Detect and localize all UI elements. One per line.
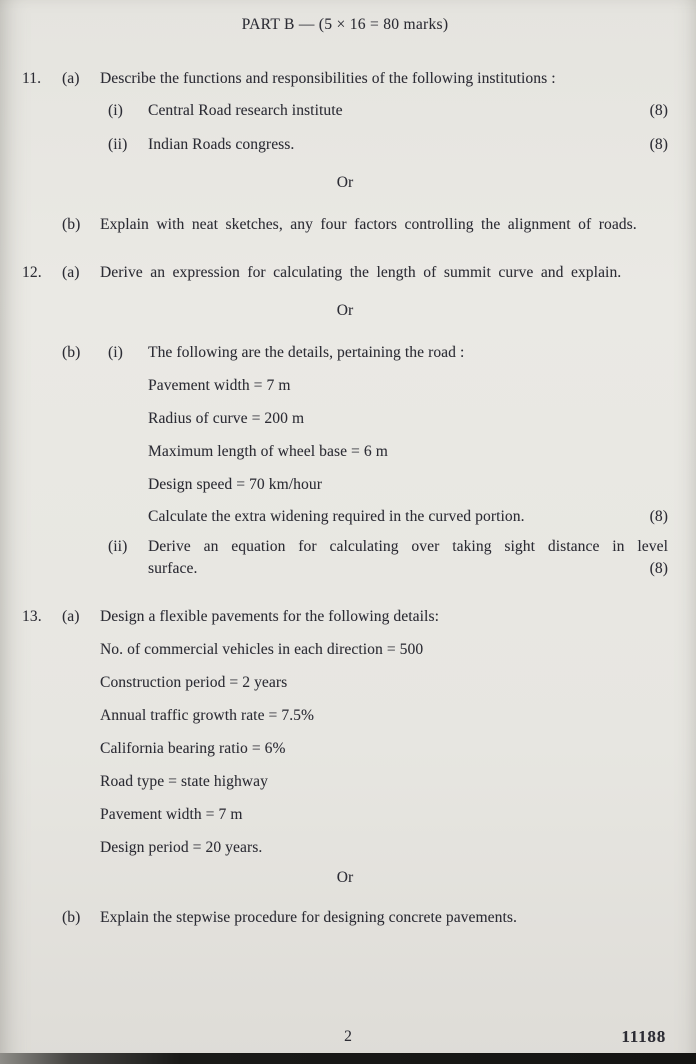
question-13b-row [62, 907, 668, 929]
detail-design-speed: Design speed = 70 km/hour [148, 476, 322, 493]
question-11a-ii-marks: (8) [649, 136, 668, 153]
detail-commercial-vehicles: No. of commercial vehicles in each direction = 500 [100, 641, 424, 658]
question-11b-label: (b) [62, 216, 81, 233]
question-11a-text: Describe the functions and responsibilities of the following institutions : [100, 70, 556, 87]
detail-construction-period: Construction period = 2 years [100, 674, 288, 691]
question-11a-ii-label: (ii) [108, 136, 128, 153]
part-b-heading: PART B — (5 × 16 = 80 marks) [241, 16, 449, 33]
question-12b-ii-marks: (8) [649, 560, 668, 577]
question-12b-ii-row [100, 536, 668, 580]
question-11a-i-label: (i) [108, 102, 123, 119]
detail-pavement-width-12: Pavement width = 7 m [148, 377, 291, 394]
page-number: 2 [344, 1028, 352, 1045]
question-11b-row [62, 214, 668, 236]
question-12b-label: (b) [62, 344, 81, 361]
or-divider-2: Or [336, 302, 354, 319]
scan-edge-shadow [0, 1053, 696, 1064]
question-11a-label: (a) [62, 70, 80, 87]
question-12b-ii-text: Derive an equation for calculating over taking sight distance in level surface. [148, 538, 668, 577]
detail-road-type: Road type = state highway [100, 773, 268, 790]
question-12a-row [22, 262, 668, 284]
question-13a-text: Design a flexible pavements for the following details: [100, 608, 439, 625]
detail-pavement-width-13: Pavement width = 7 m [100, 806, 243, 823]
detail-radius-of-curve: Radius of curve = 200 m [148, 410, 305, 427]
question-12b-i-label: (i) [108, 344, 123, 361]
question-12b-i-row [62, 342, 668, 364]
or-divider-1: Or [336, 174, 354, 191]
question-11a-i-row [100, 100, 668, 122]
question-13a-row [22, 606, 668, 628]
question-12b-i-marks: (8) [649, 508, 668, 525]
question-13-number: 13. [22, 608, 42, 625]
question-12b-i-tail-row [148, 506, 668, 528]
question-11a-ii-row [100, 134, 668, 156]
detail-traffic-growth-rate: Annual traffic growth rate = 7.5% [100, 707, 315, 724]
question-13a-label: (a) [62, 608, 80, 625]
or-divider-3: Or [336, 869, 354, 886]
detail-california-bearing-ratio: California bearing ratio = 6% [100, 740, 286, 757]
question-12b-i-tail: Calculate the extra widening required in the curved portion. [148, 508, 525, 525]
detail-wheel-base: Maximum length of wheel base = 6 m [148, 443, 388, 460]
question-11a-i-marks: (8) [649, 102, 668, 119]
question-11a-i-text: Central Road research institute [148, 102, 343, 119]
question-11-number: 11. [22, 70, 42, 87]
question-12-number: 12. [22, 264, 42, 281]
question-11a-ii-text: Indian Roads congress. [148, 136, 295, 153]
detail-design-period: Design period = 20 years. [100, 839, 263, 856]
question-12a-label: (a) [62, 264, 80, 281]
question-12b-ii-label: (ii) [108, 538, 128, 555]
question-12b-i-text: The following are the details, pertaining the road : [148, 344, 465, 361]
question-12a-text: Derive an expression for calculating the length of summit curve and explain. [100, 264, 622, 281]
question-11a-row [22, 68, 668, 90]
question-13b-label: (b) [62, 909, 81, 926]
paper-code: 11188 [621, 1027, 666, 1046]
question-13b-text: Explain the stepwise procedure for designing concrete pavements. [100, 909, 518, 926]
question-11b-text: Explain with neat sketches, any four factors controlling the alignment of roads. [100, 216, 637, 233]
